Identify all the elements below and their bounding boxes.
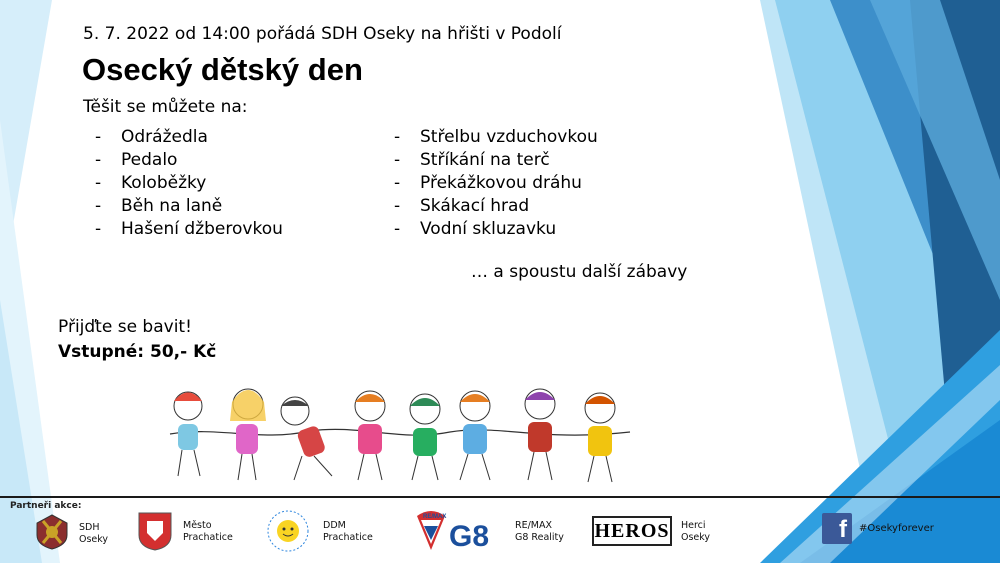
event-subtitle: 5. 7. 2022 od 14:00 pořádá SDH Oseky na hřišti v Podolí bbox=[83, 24, 562, 44]
partners-label: Partneři akce: bbox=[10, 501, 82, 511]
svg-text:G8: G8 bbox=[449, 520, 490, 553]
heros-logo: HEROS bbox=[592, 516, 672, 546]
list-item: - Pedalo bbox=[95, 150, 178, 170]
partner-herci-label: Herci Oseky bbox=[681, 520, 711, 543]
right-decoration bbox=[760, 0, 1000, 563]
remax-g8-logo-icon bbox=[413, 508, 503, 554]
partner-sdh-label: SDH Oseky bbox=[79, 522, 109, 545]
page-title: Osecký dětský den bbox=[82, 52, 363, 87]
prachatice-coat-of-arms-icon bbox=[137, 511, 173, 551]
list-item: - Běh na laně bbox=[95, 196, 223, 216]
list-item: - Koloběžky bbox=[95, 173, 207, 193]
facebook-hashtag[interactable]: #Osekyforever bbox=[859, 523, 934, 534]
list-item: - Skákací hrad bbox=[394, 196, 530, 216]
activities-list-left bbox=[95, 126, 283, 241]
list-item: - Odrážedla bbox=[95, 127, 208, 147]
children-illustration bbox=[160, 376, 640, 491]
sdh-oseky-emblem-icon bbox=[33, 513, 71, 551]
child-figure bbox=[174, 392, 202, 476]
svg-text:RE/MAX: RE/MAX bbox=[423, 514, 447, 520]
left-decoration bbox=[0, 0, 60, 563]
facebook-icon[interactable]: f bbox=[822, 513, 852, 544]
list-item: - Střelbu vzduchovkou bbox=[394, 127, 598, 147]
list-item: - Překážkovou dráhu bbox=[394, 173, 582, 193]
activities-list-right bbox=[394, 126, 598, 241]
entry-price: Vstupné: 50,- Kč bbox=[58, 342, 217, 362]
more-fun-text: … a spoustu další zábavy bbox=[471, 262, 688, 282]
intro-text: Těšit se můžete na: bbox=[83, 97, 248, 117]
list-item: - Vodní skluzavku bbox=[394, 219, 557, 239]
footer-divider bbox=[0, 496, 1000, 498]
partner-ddm-label: DDM Prachatice bbox=[323, 520, 373, 543]
partner-remax-label: RE/MAX G8 Reality bbox=[515, 520, 564, 543]
list-item: - Hašení džberovkou bbox=[95, 219, 283, 239]
ddm-sun-logo-icon bbox=[265, 509, 311, 553]
invite-text: Přijďte se bavit! bbox=[58, 317, 192, 337]
list-item: - Stříkání na terč bbox=[394, 150, 550, 170]
partner-mesto-label: Město Prachatice bbox=[183, 520, 233, 543]
